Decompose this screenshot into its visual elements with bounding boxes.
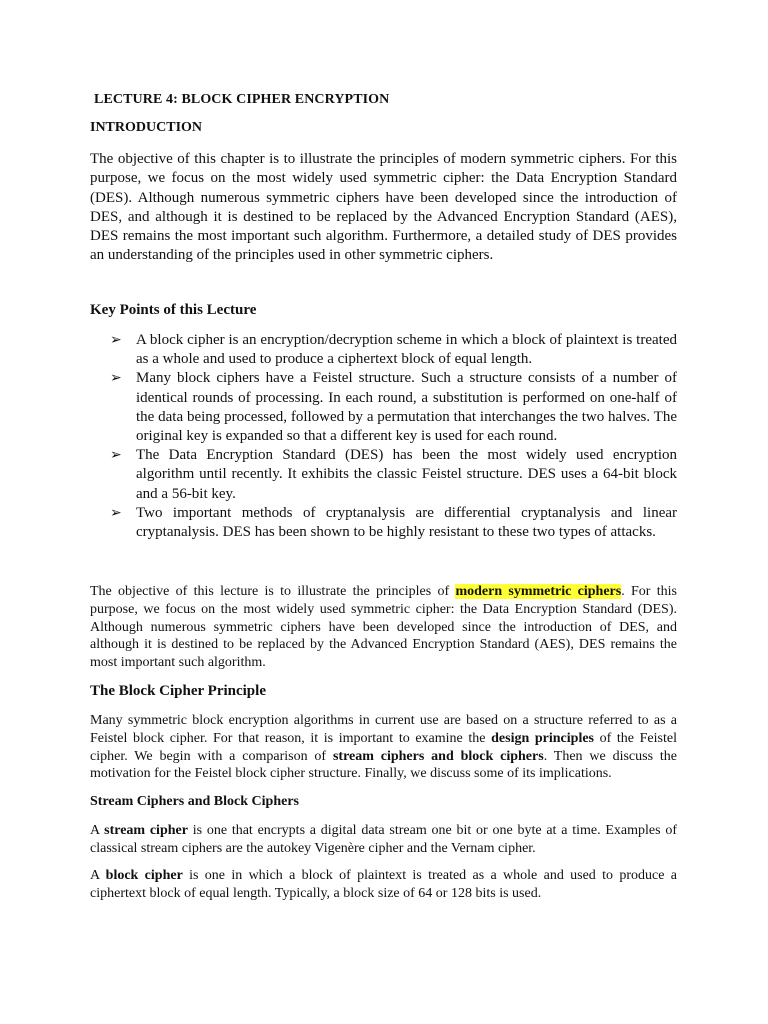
- list-item-text: A block cipher is an encryption/decryption scheme in which a block of plaintext is treated as a whole and used to produce a ciphertext block of equal length.: [136, 332, 677, 368]
- objective-paragraph: [90, 583, 677, 672]
- block-principle-paragraph: [90, 712, 677, 783]
- text-segment: is one that encrypts a digital data stream one bit or one byte at a time. Examples of classical stream ciphers are the autokey Vigenère cipher and the Vernam cipher.: [90, 823, 677, 856]
- arrow-bullet-icon: ➢: [110, 333, 122, 348]
- text-segment: . Then we discuss the motivation for the Feistel block cipher structure. Finally, we discuss some of its implications.: [90, 748, 678, 782]
- intro-heading: INTRODUCTION: [90, 120, 203, 135]
- arrow-bullet-icon: ➢: [110, 448, 122, 464]
- objective-text-start: The objective of this lecture is to illustrate the principles of: [90, 584, 456, 599]
- bold-term: design principles: [491, 730, 594, 746]
- intro-paragraph: The objective of this chapter is to illustrate the principles of modern symmetric ciphers. For this purpose, we focus on the most widely used symmetric cipher: the Data Encryption Standard (DES). Although numerous symmetric ciphers have been developed since the introduction of DES, and although it is destined to be replaced by the Advanced Encryption Standard (AES), DES remains the most important such algorithm. Furthermore, a detailed study of DES provides an understanding of the principles used in other symmetric ciphers.: [90, 151, 677, 264]
- block-cipher-principle-heading: The Block Cipher Principle: [90, 683, 266, 699]
- stream-cipher-paragraph: [90, 822, 677, 858]
- key-points-list: [90, 331, 677, 542]
- arrow-bullet-icon: ➢: [110, 371, 122, 387]
- arrow-bullet-icon: ➢: [110, 505, 122, 521]
- text-segment: of the Feistel cipher. We begin with a comparison of: [90, 730, 677, 764]
- list-item: [90, 446, 677, 504]
- text-segment: A: [90, 868, 106, 883]
- stream-block-heading: Stream Ciphers and Block Ciphers: [90, 794, 299, 809]
- objective-text-end: . For this purpose, we focus on the most widely used symmetric cipher: the Data Encryption Standard (DES). Although numerous symmetric ciphers have been developed since the introduction of DES, and although it is destined to be replaced by the Advanced Encryption Standard (AES), DES remains the most important such algorithm.: [90, 584, 677, 671]
- bold-term: block cipher: [105, 868, 183, 883]
- list-item-text: Two important methods of cryptanalysis are differential cryptanalysis and linear cryptanalysis. DES has been shown to be highly resistant to these two types of attacks.: [136, 504, 677, 541]
- bold-term: stream cipher: [104, 823, 188, 838]
- text-segment: is one in which a block of plaintext is treated as a whole and used to produce a ciphertext block of equal length. Typically, a block size of 64 or 128 bits is used.: [90, 868, 678, 901]
- key-points-heading: Key Points of this Lecture: [90, 302, 257, 318]
- list-item-text: The Data Encryption Standard (DES) has been the most widely used encryption algorithm until recently. It exhibits the classic Feistel structure. DES uses a 64-bit block and a 56-bit key.: [136, 447, 677, 502]
- bold-term: stream ciphers and block ciphers: [332, 748, 544, 764]
- list-item-text: Many block ciphers have a Feistel structure. Such a structure consists of a number of identical rounds of processing. In each round, a substitution is performed on one-half of the data being processed, followed by a permutation that interchanges the two halves. The original key is expanded so that a different key is used for each round.: [136, 370, 677, 445]
- list-item: [90, 331, 677, 369]
- block-cipher-paragraph: [90, 867, 677, 903]
- highlighted-text: modern symmetric ciphers: [455, 584, 622, 599]
- lecture-title: LECTURE 4: BLOCK CIPHER ENCRYPTION: [94, 92, 390, 107]
- list-item: [90, 369, 677, 446]
- text-segment: Many symmetric block encryption algorithms in current use are based on a structure referred to as a Feistel block cipher. For that reason, it is important to examine the: [90, 713, 677, 746]
- text-segment: A: [90, 823, 105, 838]
- list-item: [90, 504, 677, 542]
